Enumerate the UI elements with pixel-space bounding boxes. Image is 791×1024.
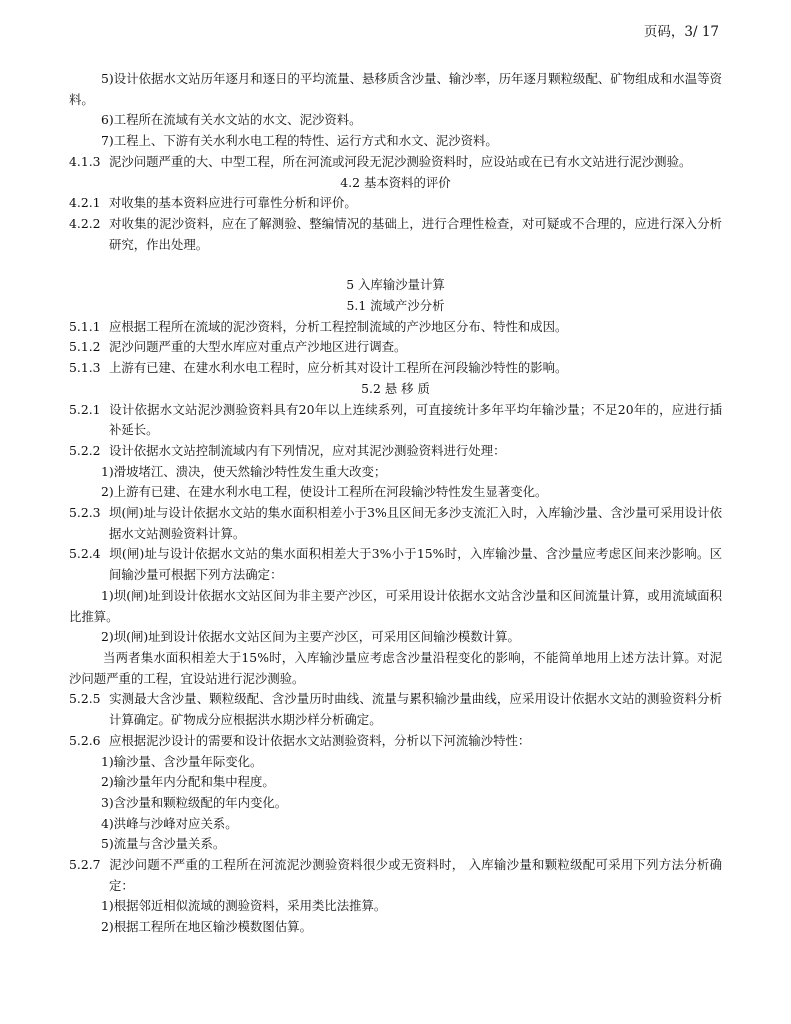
clause-number: 5.2.4	[69, 546, 101, 562]
section-heading: 5.1 流域产沙分析	[346, 298, 445, 314]
list-item: 1)根据邻近相似流域的测验资料，采用类比法推算。	[101, 898, 387, 914]
clause-number: 5.1.2	[69, 339, 101, 355]
clause-text: 设计依据水文站控制流域内有下列情况，应对其泥沙测验资料进行处理：	[109, 442, 506, 458]
clause	[69, 544, 722, 585]
clause-number: 4.1.3	[69, 153, 101, 169]
clause-number: 5.1.3	[69, 360, 101, 376]
clause-number: 5.1.1	[69, 318, 101, 334]
list-item: 1)滑坡堵江、溃决，使天然输沙特性发生重大改变；	[101, 463, 387, 479]
clause-text: 应根据泥沙设计的需要和设计依据水文站测验资料，分析以下河流输沙特性：	[109, 732, 531, 748]
clause	[69, 214, 722, 255]
document-body	[69, 69, 722, 938]
clause-number: 4.2.2	[69, 215, 101, 231]
section-heading: 4.2 基本资料的评价	[340, 174, 451, 190]
section-heading: 5 入库输沙量计算	[346, 277, 445, 293]
list-item: 4)洪峰与沙峰对应关系。	[101, 815, 238, 831]
clause-number: 5.2.1	[69, 401, 101, 417]
clause	[69, 358, 722, 379]
clause-text: 设计依据水文站泥沙测验资料具有20年以上连续系列，可直接统计多年平均年输沙量；不足20年的，应进行插补延长。	[109, 401, 722, 438]
clause	[69, 441, 722, 462]
clause-text: 泥沙问题不严重的工程所在河流泥沙测验资料很少或无资料时， 入库输沙量和颗粒级配可采用下列方法分析确定：	[109, 857, 722, 893]
list-item: 2)坝(闸)址到设计依据水文站区间为主要产沙区，可采用区间输沙模数计算。	[101, 629, 520, 645]
list-item: 5)流量与含沙量关系。	[101, 836, 226, 852]
list-item: 2)上游有已建、在建水利水电工程，使设计工程所在河段输沙特性发生显著变化。	[101, 484, 548, 500]
clause	[69, 731, 722, 752]
section-heading: 5.2 悬 移 质	[361, 380, 430, 396]
clause-number: 4.2.1	[69, 195, 101, 211]
list-item: 2)根据工程所在地区输沙模数图估算。	[101, 919, 312, 935]
clause-number: 5.2.6	[69, 732, 101, 748]
clause-number: 5.2.5	[69, 691, 101, 707]
clause-text: 坝(闸)址与设计依据水文站的集水面积相差大于3%小于15%时，入库输沙量、含沙量应考虑区间来沙影响。区间输沙量可根据下列方法确定：	[109, 546, 722, 583]
clause-text: 对收集的基本资料应进行可靠性分析和评价。	[109, 195, 357, 211]
clause-text: 泥沙问题严重的大、中型工程，所在河流或河段无泥沙测验资料时，应设站或在已有水文站进行泥沙测验。	[109, 153, 692, 169]
page-number: 页码，3/ 17	[643, 24, 719, 40]
clause	[69, 193, 722, 214]
list-item: 7)工程上、下游有关水利水电工程的特性、运行方式和水文、泥沙资料。	[101, 133, 498, 149]
section-gap	[69, 255, 722, 275]
list-item: 6)工程所在流域有关水文站的水文、泥沙资料。	[101, 112, 362, 128]
clause-number: 5.2.3	[69, 505, 101, 521]
clause-text: 应根据工程所在流域的泥沙资料，分析工程控制流域的产沙地区分布、特性和成因。	[109, 318, 568, 334]
clause-text: 泥沙问题严重的大型水库应对重点产沙地区进行调查。	[109, 339, 407, 355]
clause-number: 5.2.7	[69, 857, 101, 873]
clause	[69, 503, 722, 544]
clause	[69, 152, 722, 173]
list-item: 5)设计依据水文站历年逐月和逐日的平均流量、悬移质含沙量、输沙率，历年逐月颗粒级配、矿物组成和水温等资料。	[69, 71, 722, 107]
clause-text: 对收集的泥沙资料，应在了解测验、整编情况的基础上，进行合理性检查，对可疑或不合理的，应进行深入分析研究，作出处理。	[109, 215, 722, 252]
clause	[69, 400, 722, 441]
list-item: 3)含沙量和颗粒级配的年内变化。	[101, 794, 288, 810]
clause	[69, 689, 722, 730]
list-item: 1)输沙量、含沙量年际变化。	[101, 753, 263, 769]
clause-text: 坝(闸)址与设计依据水文站的集水面积相差小于3%且区间无多沙支流汇入时，入库输沙量、含沙量可采用设计依据水文站测验资料计算。	[109, 505, 722, 541]
list-item: 2)输沙量年内分配和集中程度。	[101, 774, 275, 790]
clause-text: 上游有已建、在建水利水电工程时，应分析其对设计工程所在河段输沙特性的影响。	[109, 360, 568, 376]
clause-text: 实测最大含沙量、颗粒级配、含沙量历时曲线、流量与累积输沙量曲线，应采用设计依据水文站的测验资料分析计算确定。矿物成分应根据洪水期沙样分析确定。	[109, 691, 722, 728]
list-item: 1)坝(闸)址到设计依据水文站区间为非主要产沙区，可采用设计依据水文站含沙量和区间流量计算，或用流域面积比推算。	[69, 587, 722, 624]
clause	[69, 317, 722, 338]
clause	[69, 337, 722, 358]
clause-number: 5.2.2	[69, 442, 101, 458]
clause	[69, 855, 722, 896]
paragraph: 当两者集水面积相差大于15%时，入库输沙量应考虑含沙量沿程变化的影响，不能简单地用上述方法计算。对泥沙问题严重的工程，宜设站进行泥沙测验。	[69, 649, 722, 686]
